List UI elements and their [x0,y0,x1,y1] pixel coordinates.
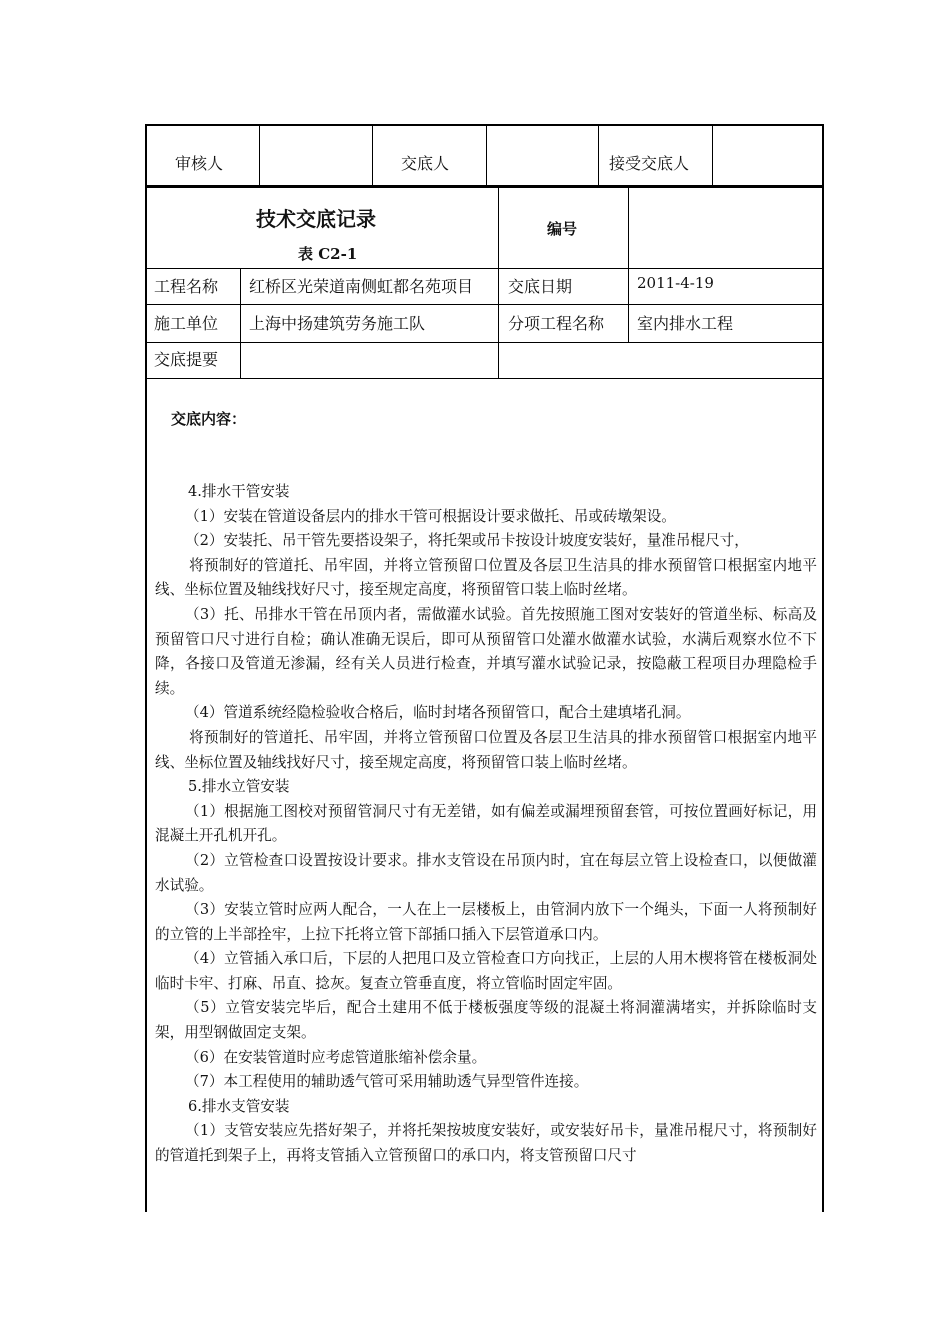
discloser-signature-cell[interactable] [487,126,598,186]
divider [712,124,713,186]
discloser-label: 交底人 [401,154,450,173]
content-paragraph: （3）安装立管时应两人配合，一人在上一层楼板上，由管洞内放下一个绳头，下面一人将预制好的立管的上半部拴牢，上拉下托将立管下部插口插入下层管道承口内。 [155,901,817,943]
content-paragraph: （4）管道系统经隐检验收合格后，临时封堵各预留管口，配合土建填堵孔洞。 [185,704,691,722]
content-paragraph: （6）在安装管道时应考虑管道胀缩补偿余量。 [185,1048,487,1066]
content-paragraph: （1）安装在管道设备层内的排水干管可根据设计要求做托、吊或砖墩架设。 [185,507,676,525]
divider [145,378,824,379]
content-paragraph: （7）本工程使用的辅助透气管可采用辅助透气异型管件连接。 [185,1073,589,1091]
number-label: 编号 [547,220,578,238]
disclosure-content [155,480,817,1169]
content-paragraph: 4.排水干管安装 [188,483,290,500]
content-paragraph: （1）支管安装应先搭好架子，并将托架按坡度安装好，或安装好吊卡，量准吊棍尺寸，将预制好的管道托到架子上，再将支管插入立管预留口的承口内，将支管预留口尺寸 [155,1122,817,1165]
divider [240,268,241,378]
date-value: 2011-4-19 [637,274,714,292]
content-paragraph: （2）安装托、吊干管先要搭设架子，将托架或吊卡按设计坡度安装好，量准吊棍尺寸， [185,532,749,550]
unit-label: 施工单位 [154,314,219,333]
content-paragraph: （3）托、吊排水干管在吊顶内者，需做灌水试验。首先按照施工图对安装好的管道坐标、标高及预留管口尺寸进行自检；确认准确无误后，即可从预留管口处灌水做灌水试验，水满后观察水位不下降，各接口及管道无渗漏，经有关人员进行检查，并填写灌水试验记录，按隐蔽工程项目办理隐检手续。 [155,605,817,697]
form-title: 技术交底记录 [256,207,376,231]
summary-value-cell[interactable] [241,343,823,378]
content-paragraph: （5）立管安装完毕后，配合土建用不低于楼板强度等级的混凝土将洞灌满堵实，并拆除临时支架，用型钢做固定支架。 [155,999,817,1042]
summary-label: 交底提要 [154,350,219,369]
receiver-label: 接受交底人 [609,154,690,173]
divider [145,304,824,305]
unit-value: 上海中扬建筑劳务施工队 [249,314,426,333]
divider [598,124,599,186]
subproject-value: 室内排水工程 [637,314,734,333]
divider [145,268,824,269]
subproject-label: 分项工程名称 [508,314,605,333]
content-paragraph: 5.排水立管安装 [188,778,290,796]
project-name-label: 工程名称 [154,277,219,296]
date-label: 交底日期 [508,277,573,296]
form-code: 表 C2-1 [298,245,358,263]
receiver-signature-cell[interactable] [713,126,823,186]
number-value-cell[interactable] [629,188,823,268]
content-paragraph: （1）根据施工图校对预留管洞尺寸有无差错，如有偏差或漏埋预留套管，可按位置画好标记，用混凝土开孔机开孔。 [155,802,817,845]
divider [259,124,260,186]
content-paragraph: 6.排水支管安装 [188,1097,290,1115]
project-name: 红桥区光荣道南侧虹都名苑项目 [249,277,474,296]
content-paragraph: 将预制好的管道托、吊牢固，并将立管预留口位置及各层卫生洁具的排水预留管口根据室内地平线、坐标位置及轴线找好尺寸，接至规定高度，将预留管口装上临时丝堵。 [155,556,817,599]
content-paragraph: （4）立管插入承口后，下层的人把甩口及立管检查口方向找正，上层的人用木楔将管在楼板洞处临时卡牢、打麻、吊直、捻灰。复查立管垂直度，将立管临时固定牢固。 [155,950,817,992]
reviewer-signature-cell[interactable] [260,126,372,186]
divider [486,124,487,186]
content-heading: 交底内容： [171,410,247,428]
divider [628,188,629,343]
content-paragraph: 将预制好的管道托、吊牢固，并将立管预留口位置及各层卫生洁具的排水预留管口根据室内地平线、坐标位置及轴线找好尺寸，接至规定高度，将预留管口装上临时丝堵。 [155,728,817,771]
divider [372,124,373,186]
content-paragraph: （2）立管检查口设置按设计要求。排水支管设在吊顶内时，宜在每层立管上设检查口，以便做灌水试验。 [155,851,817,894]
reviewer-label: 审核人 [175,154,224,173]
